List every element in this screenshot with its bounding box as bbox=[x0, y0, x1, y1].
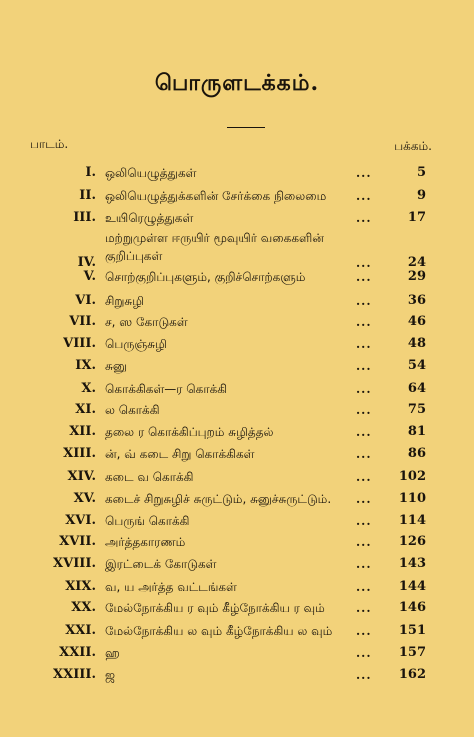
page-number: 162 bbox=[398, 667, 426, 682]
lesson-number: XVII. bbox=[59, 534, 96, 549]
page-number: 46 bbox=[407, 314, 426, 329]
leader-dots: ... bbox=[356, 359, 372, 373]
lesson-title: தலை ர கொக்கிப்புறம் சுழித்தல் bbox=[105, 425, 274, 439]
toc-entry bbox=[0, 642, 474, 664]
page-number: 102 bbox=[398, 469, 426, 484]
page-number: 143 bbox=[398, 556, 426, 571]
toc-entry bbox=[0, 378, 474, 400]
leader-dots: ... bbox=[356, 403, 372, 417]
toc-entry bbox=[0, 185, 474, 207]
lesson-title: வ, ய அர்த்த வட்டங்கள் bbox=[105, 580, 237, 594]
lesson-title: சுனு bbox=[105, 359, 127, 373]
toc-entry bbox=[0, 488, 474, 510]
lesson-number: XII. bbox=[69, 424, 96, 439]
lesson-title: பெருஞ்சுழி bbox=[105, 337, 167, 351]
lesson-title: பெருங் கொக்கி bbox=[105, 514, 190, 528]
leader-dots: ... bbox=[356, 601, 372, 615]
toc-entry bbox=[0, 576, 474, 598]
lesson-number: XI. bbox=[75, 402, 96, 417]
title-divider bbox=[227, 127, 265, 128]
leader-dots: ... bbox=[356, 166, 372, 180]
lesson-title: ல கொக்கி bbox=[105, 403, 160, 417]
toc-entry bbox=[0, 597, 474, 619]
toc-entry bbox=[0, 162, 474, 184]
lesson-number: I. bbox=[85, 165, 96, 180]
lesson-title: ஹ bbox=[105, 646, 120, 660]
page-number: 9 bbox=[416, 188, 426, 203]
lesson-number: XIII. bbox=[63, 446, 96, 461]
page-number: 17 bbox=[407, 210, 426, 225]
page-number: 24 bbox=[407, 255, 426, 270]
page-number: 75 bbox=[407, 402, 426, 417]
toc-entry bbox=[0, 266, 474, 288]
page-number: 81 bbox=[407, 424, 426, 439]
leader-dots: ... bbox=[356, 624, 372, 638]
toc-entry bbox=[0, 290, 474, 312]
lesson-number: IX. bbox=[75, 358, 96, 373]
lesson-title: கடைச் சிறுசுழிச் சுருட்டும், சுனுச்சுருட்டும். bbox=[105, 492, 332, 506]
lesson-number: XVIII. bbox=[53, 556, 96, 571]
toc-entry bbox=[0, 466, 474, 488]
leader-dots: ... bbox=[356, 514, 372, 528]
toc-entry bbox=[0, 355, 474, 377]
page-number: 64 bbox=[407, 381, 426, 396]
page-number: 36 bbox=[407, 293, 426, 308]
lesson-title: கொக்கிகள்—ர கொக்கி bbox=[105, 382, 228, 396]
page-number: 110 bbox=[398, 491, 426, 506]
lesson-number: V. bbox=[83, 269, 96, 284]
leader-dots: ... bbox=[356, 668, 372, 682]
lesson-number: X. bbox=[81, 381, 96, 396]
leader-dots: ... bbox=[356, 557, 372, 571]
lesson-title: ச, ஸ கோடுகள் bbox=[105, 315, 188, 329]
lesson-number: VIII. bbox=[63, 336, 96, 351]
leader-dots: ... bbox=[356, 492, 372, 506]
toc-entry bbox=[0, 311, 474, 333]
page-number: 151 bbox=[398, 623, 426, 638]
leader-dots: ... bbox=[356, 270, 372, 284]
page-number: 114 bbox=[398, 513, 426, 528]
page-number: 54 bbox=[407, 358, 426, 373]
toc-entry bbox=[0, 333, 474, 355]
page-number: 146 bbox=[398, 600, 426, 615]
lesson-number: XV. bbox=[73, 491, 96, 506]
leader-dots: ... bbox=[356, 580, 372, 594]
lesson-title: ஒலியெழுத்துகள் bbox=[105, 166, 197, 180]
leader-dots: ... bbox=[356, 425, 372, 439]
lesson-number: XXII. bbox=[59, 645, 96, 660]
leader-dots: ... bbox=[356, 189, 372, 203]
leader-dots: ... bbox=[356, 646, 372, 660]
leader-dots: ... bbox=[356, 211, 372, 225]
toc-entry bbox=[0, 207, 474, 229]
lesson-title: ஜ bbox=[105, 668, 116, 682]
lesson-title: சொற்குறிப்புகளும், குறிச்சொற்களும் bbox=[105, 270, 306, 284]
lesson-title: ன், வ் கடை சிறு கொக்கிகள் bbox=[105, 447, 255, 461]
lesson-title: மேல்நோக்கிய ல வும் கீழ்நோக்கிய ல வும் bbox=[105, 624, 333, 638]
page-number: 126 bbox=[398, 534, 426, 549]
lesson-number: XXI. bbox=[65, 623, 96, 638]
page-number: 86 bbox=[407, 446, 426, 461]
leader-dots: ... bbox=[356, 382, 372, 396]
lesson-title: ஒலியெழுத்துக்களின் சேர்க்கை நிலைமை bbox=[105, 189, 327, 203]
page-number: 157 bbox=[398, 645, 426, 660]
lesson-title: சிறுசுழி bbox=[105, 294, 145, 308]
page-number: 144 bbox=[398, 579, 426, 594]
toc-entry bbox=[0, 443, 474, 465]
lesson-number: XIV. bbox=[67, 469, 96, 484]
leader-dots: ... bbox=[356, 535, 372, 549]
lesson-number: IV. bbox=[77, 255, 96, 270]
lesson-title: இரட்டைக் கோடுகள் bbox=[105, 557, 217, 571]
page-column-header: பக்கம். bbox=[394, 139, 432, 153]
toc-entry bbox=[0, 531, 474, 553]
lesson-number: VII. bbox=[69, 314, 96, 329]
toc-entry bbox=[0, 421, 474, 443]
leader-dots: ... bbox=[356, 447, 372, 461]
lesson-title: கடை வ கொக்கி bbox=[105, 470, 194, 484]
lesson-number: XVI. bbox=[65, 513, 96, 528]
toc-entry bbox=[0, 399, 474, 421]
page-number: 5 bbox=[416, 165, 426, 180]
leader-dots: ... bbox=[356, 337, 372, 351]
lesson-column-header: பாடம். bbox=[30, 137, 69, 151]
leader-dots: ... bbox=[356, 294, 372, 308]
lesson-number: XXIII. bbox=[53, 667, 96, 682]
lesson-title: மற்றுமுள்ள ஈருயிர் மூவுயிர் வகைகளின் குறிப்புகள் bbox=[105, 231, 324, 263]
toc-entry bbox=[0, 553, 474, 575]
toc-entry bbox=[0, 510, 474, 532]
leader-dots: ... bbox=[356, 470, 372, 484]
lesson-number: XIX. bbox=[65, 579, 96, 594]
lesson-title: உயிரெழுத்துகள் bbox=[105, 211, 194, 225]
leader-dots: ... bbox=[356, 315, 372, 329]
lesson-number: III. bbox=[73, 210, 96, 225]
toc-entry bbox=[0, 664, 474, 686]
page-number: 29 bbox=[407, 269, 426, 284]
leader-dots: ... bbox=[356, 256, 372, 270]
page-number: 48 bbox=[407, 336, 426, 351]
lesson-number: VI. bbox=[75, 293, 96, 308]
lesson-title: அர்த்தகாரணம் bbox=[105, 535, 186, 549]
lesson-number: II. bbox=[79, 188, 96, 203]
page-title: பொருளடக்கம். bbox=[154, 70, 320, 96]
toc-entry bbox=[0, 620, 474, 642]
lesson-number: XX. bbox=[71, 600, 96, 615]
lesson-title: மேல்நோக்கிய ர வும் கீழ்நோக்கிய ர வும் bbox=[105, 601, 325, 615]
